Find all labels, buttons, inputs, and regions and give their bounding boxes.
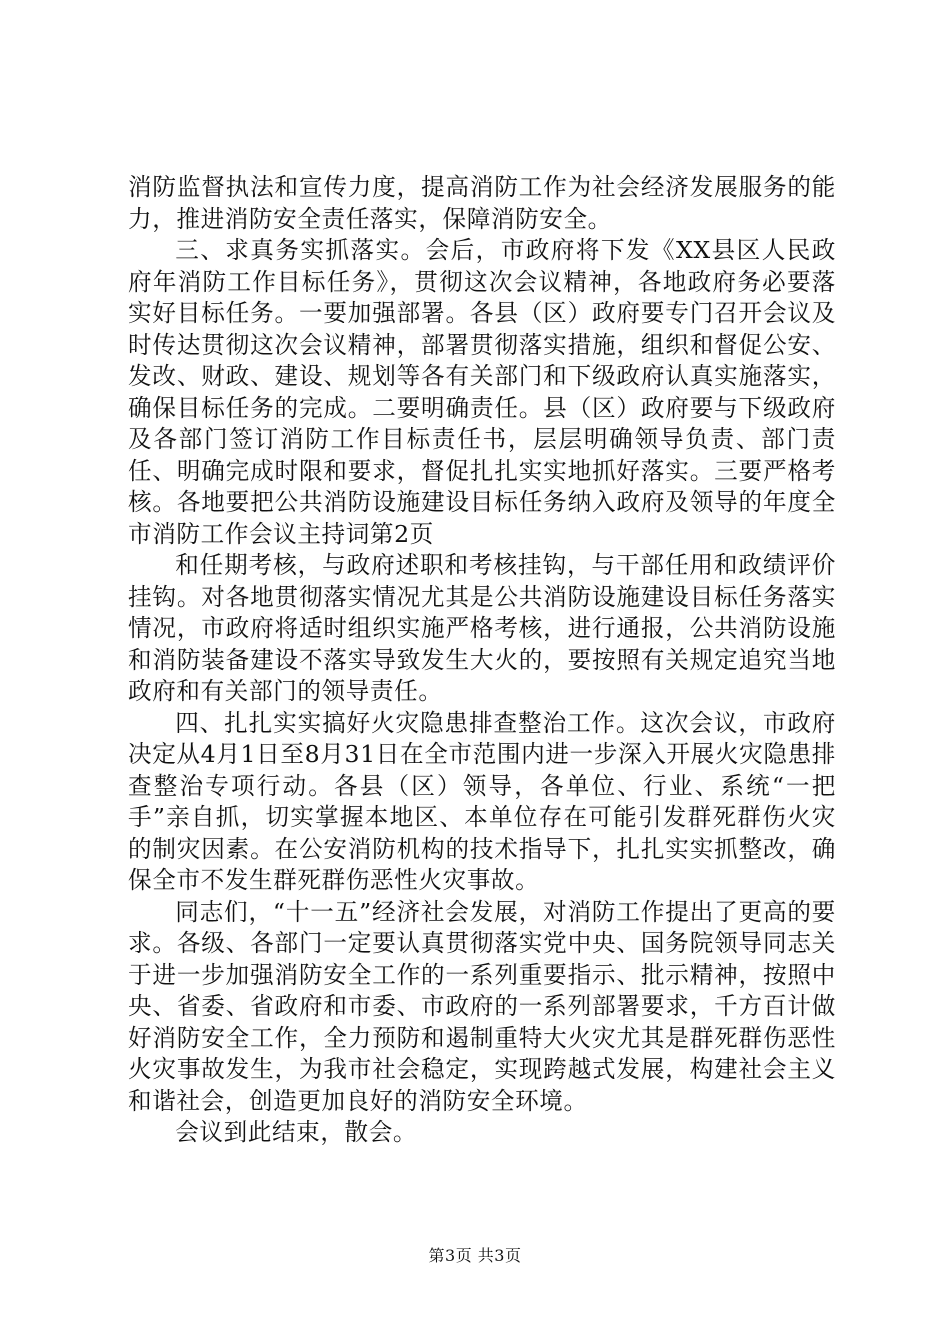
paragraph-section-four: 四、扎扎实实搞好火灾隐患排查整治工作。这次会议，市政府决定从4月1日至8月31日在全市范围内进一步深入开展火灾隐患排查整治专项行动。各县（区）领导，各单位、行业、系统“一把手”亲自抓，切实掌握本地区、本单位存在可能引发群死群伤火灾的制灾因素。在公安消防机构的技术指导下，扎扎实实抓整改，确保全市不发生群死群伤恶性火灾事故。	[128, 708, 836, 894]
paragraph-assessment: 和任期考核，与政府述职和考核挂钩，与干部任用和政绩评价挂钩。对各地贯彻落实情况尤其是公共消防设施建设目标任务落实情况，市政府将适时组织实施严格考核，进行通报，公共消防设施和消防装备建设不落实导致发生大火的，要按照有关规定追究当地政府和有关部门的领导责任。	[128, 551, 836, 705]
page-footer: 第3页 共3页	[428, 1246, 522, 1265]
paragraph-section-three: 三、求真务实抓落实。会后，市政府将下发《XX县区人民政府年消防工作目标任务》，贯彻这次会议精神，各地政府务必要落实好目标任务。一要加强部署。各县（区）政府要专门召开会议及时传达贯彻这次会议精神，部署贯彻落实措施，组织和督促公安、发改、财政、建设、规划等各有关部门和下级政府认真实施落实，确保目标任务的完成。二要明确责任。县（区）政府要与下级政府及各部门签订消防工作目标责任书，层层明确领导负责、部门责任、明确完成时限和要求，督促扎扎实实地抓好落实。三要严格考核。各地要把公共消防设施建设目标任务纳入政府及领导的年度全市消防工作会议主持词第2页	[128, 236, 836, 548]
paragraph-adjourn: 会议到此结束，散会。	[175, 1118, 418, 1146]
paragraph-closing-remarks: 同志们，“十一五”经济社会发展，对消防工作提出了更高的要求。各级、各部门一定要认真贯彻落实党中央、国务院领导同志关于进一步加强消防安全工作的一系列重要指示、批示精神，按照中央、省委、省政府和市委、市政府的一系列部署要求，千方百计做好消防安全工作，全力预防和遏制重特大火灾尤其是群死群伤恶性火灾事故发生，为我市社会稳定，实现跨越式发展，构建社会主义和谐社会，创造更加良好的消防安全环境。	[128, 897, 836, 1115]
paragraph-continuation: 消防监督执法和宣传力度，提高消防工作为社会经济发展服务的能力，推进消防安全责任落实，保障消防安全。	[128, 173, 836, 233]
document-body	[128, 172, 836, 1149]
